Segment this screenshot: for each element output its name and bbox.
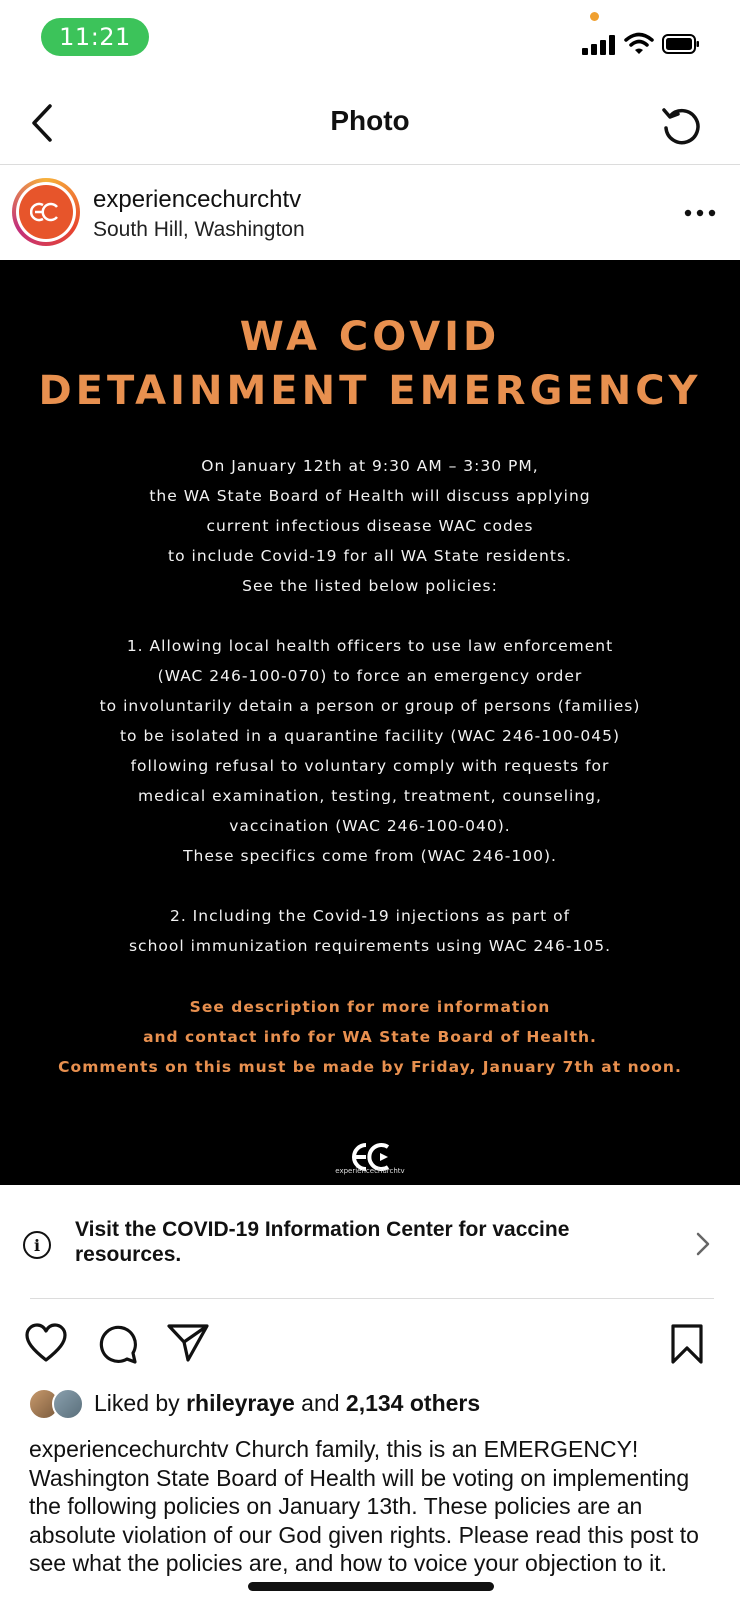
wifi-icon	[624, 32, 654, 56]
policy1-line: medical examination, testing, treatment, counseling,	[138, 787, 602, 805]
battery-icon	[662, 34, 700, 54]
headline-line2: DETAINMENT EMERGENCY	[38, 368, 702, 414]
likes-prefix: Liked by	[94, 1390, 180, 1416]
likes-user[interactable]: rhileyraye	[186, 1390, 295, 1416]
intro-line: the WA State Board of Health will discuss applying	[149, 487, 591, 505]
chevron-right-icon	[695, 1231, 711, 1257]
intro-line: See the listed below policies:	[242, 577, 498, 595]
bookmark-icon[interactable]	[670, 1323, 704, 1365]
policy1-line: following refusal to voluntary comply with requests for	[130, 757, 610, 775]
likes-joiner: and	[301, 1390, 340, 1416]
heart-icon[interactable]	[24, 1323, 68, 1363]
caption-text: Church family, this is an EMERGENCY! Washington State Board of Health will be voting on implementing the following policies on January 13th. These policies are an absolute violation of our God given rights. Please read this post to see what the policies are, and how to voice your objection to it.	[29, 1436, 699, 1576]
avatar	[52, 1388, 84, 1420]
post-caption	[29, 1435, 719, 1578]
covid-info-banner[interactable]	[0, 1195, 740, 1290]
policy1-line: These specifics come from (WAC 246-100).	[183, 847, 557, 865]
headline-line1: WA COVID	[239, 314, 501, 360]
policy1-line: vaccination (WAC 246-100-040).	[229, 817, 511, 835]
info-banner-text: Visit the COVID-19 Information Center for vaccine resources.	[75, 1218, 570, 1266]
likes-count[interactable]: 2,134 others	[345, 1390, 481, 1416]
header-divider	[0, 164, 740, 165]
policy1-line: (WAC 246-100-070) to force an emergency order	[157, 667, 583, 685]
intro-line: On January 12th at 9:30 AM – 3:30 PM,	[201, 457, 539, 475]
account-location[interactable]: South Hill, Washington	[93, 218, 305, 241]
liked-by-avatars[interactable]	[28, 1388, 84, 1418]
intro-line: to include Covid-19 for all WA State residents.	[168, 547, 572, 565]
share-icon[interactable]	[166, 1323, 210, 1363]
info-icon: i	[23, 1231, 51, 1259]
status-time: 11:21	[41, 18, 149, 56]
more-options-button[interactable]	[682, 205, 718, 221]
policy1-line: 1. Allowing local health officers to use law enforcement	[126, 637, 614, 655]
church-logo-icon	[19, 185, 73, 239]
privacy-indicator-dot	[590, 12, 599, 21]
policy2-line: 2. Including the Covid-19 injections as part of	[169, 907, 571, 925]
watermark-logo-icon	[330, 1135, 410, 1183]
post-image[interactable]	[0, 260, 740, 1185]
intro-line: current infectious disease WAC codes	[206, 517, 534, 535]
page-title: Photo	[330, 105, 410, 136]
banner-divider	[30, 1298, 714, 1299]
callout-line: Comments on this must be made by Friday, January 7th at noon.	[58, 1058, 682, 1076]
likes-summary[interactable]	[94, 1390, 480, 1417]
caption-username[interactable]: experiencechurchtv	[29, 1436, 229, 1462]
home-indicator	[248, 1582, 494, 1591]
comment-icon[interactable]	[97, 1323, 139, 1365]
account-avatar[interactable]	[12, 178, 80, 246]
policy2-line: school immunization requirements using WAC 246-105.	[128, 937, 612, 955]
account-username[interactable]: experiencechurchtv	[93, 186, 302, 213]
refresh-button[interactable]	[660, 104, 702, 146]
signal-icon	[582, 33, 620, 55]
callout-line: and contact info for WA State Board of Health.	[143, 1028, 597, 1046]
policy1-line: to be isolated in a quarantine facility (WAC 246-100-045)	[119, 727, 620, 745]
policy1-line: to involuntarily detain a person or group of persons (families)	[99, 697, 641, 715]
callout-line: See description for more information	[189, 998, 551, 1016]
watermark-text: experiencechurchtv	[335, 1167, 405, 1175]
